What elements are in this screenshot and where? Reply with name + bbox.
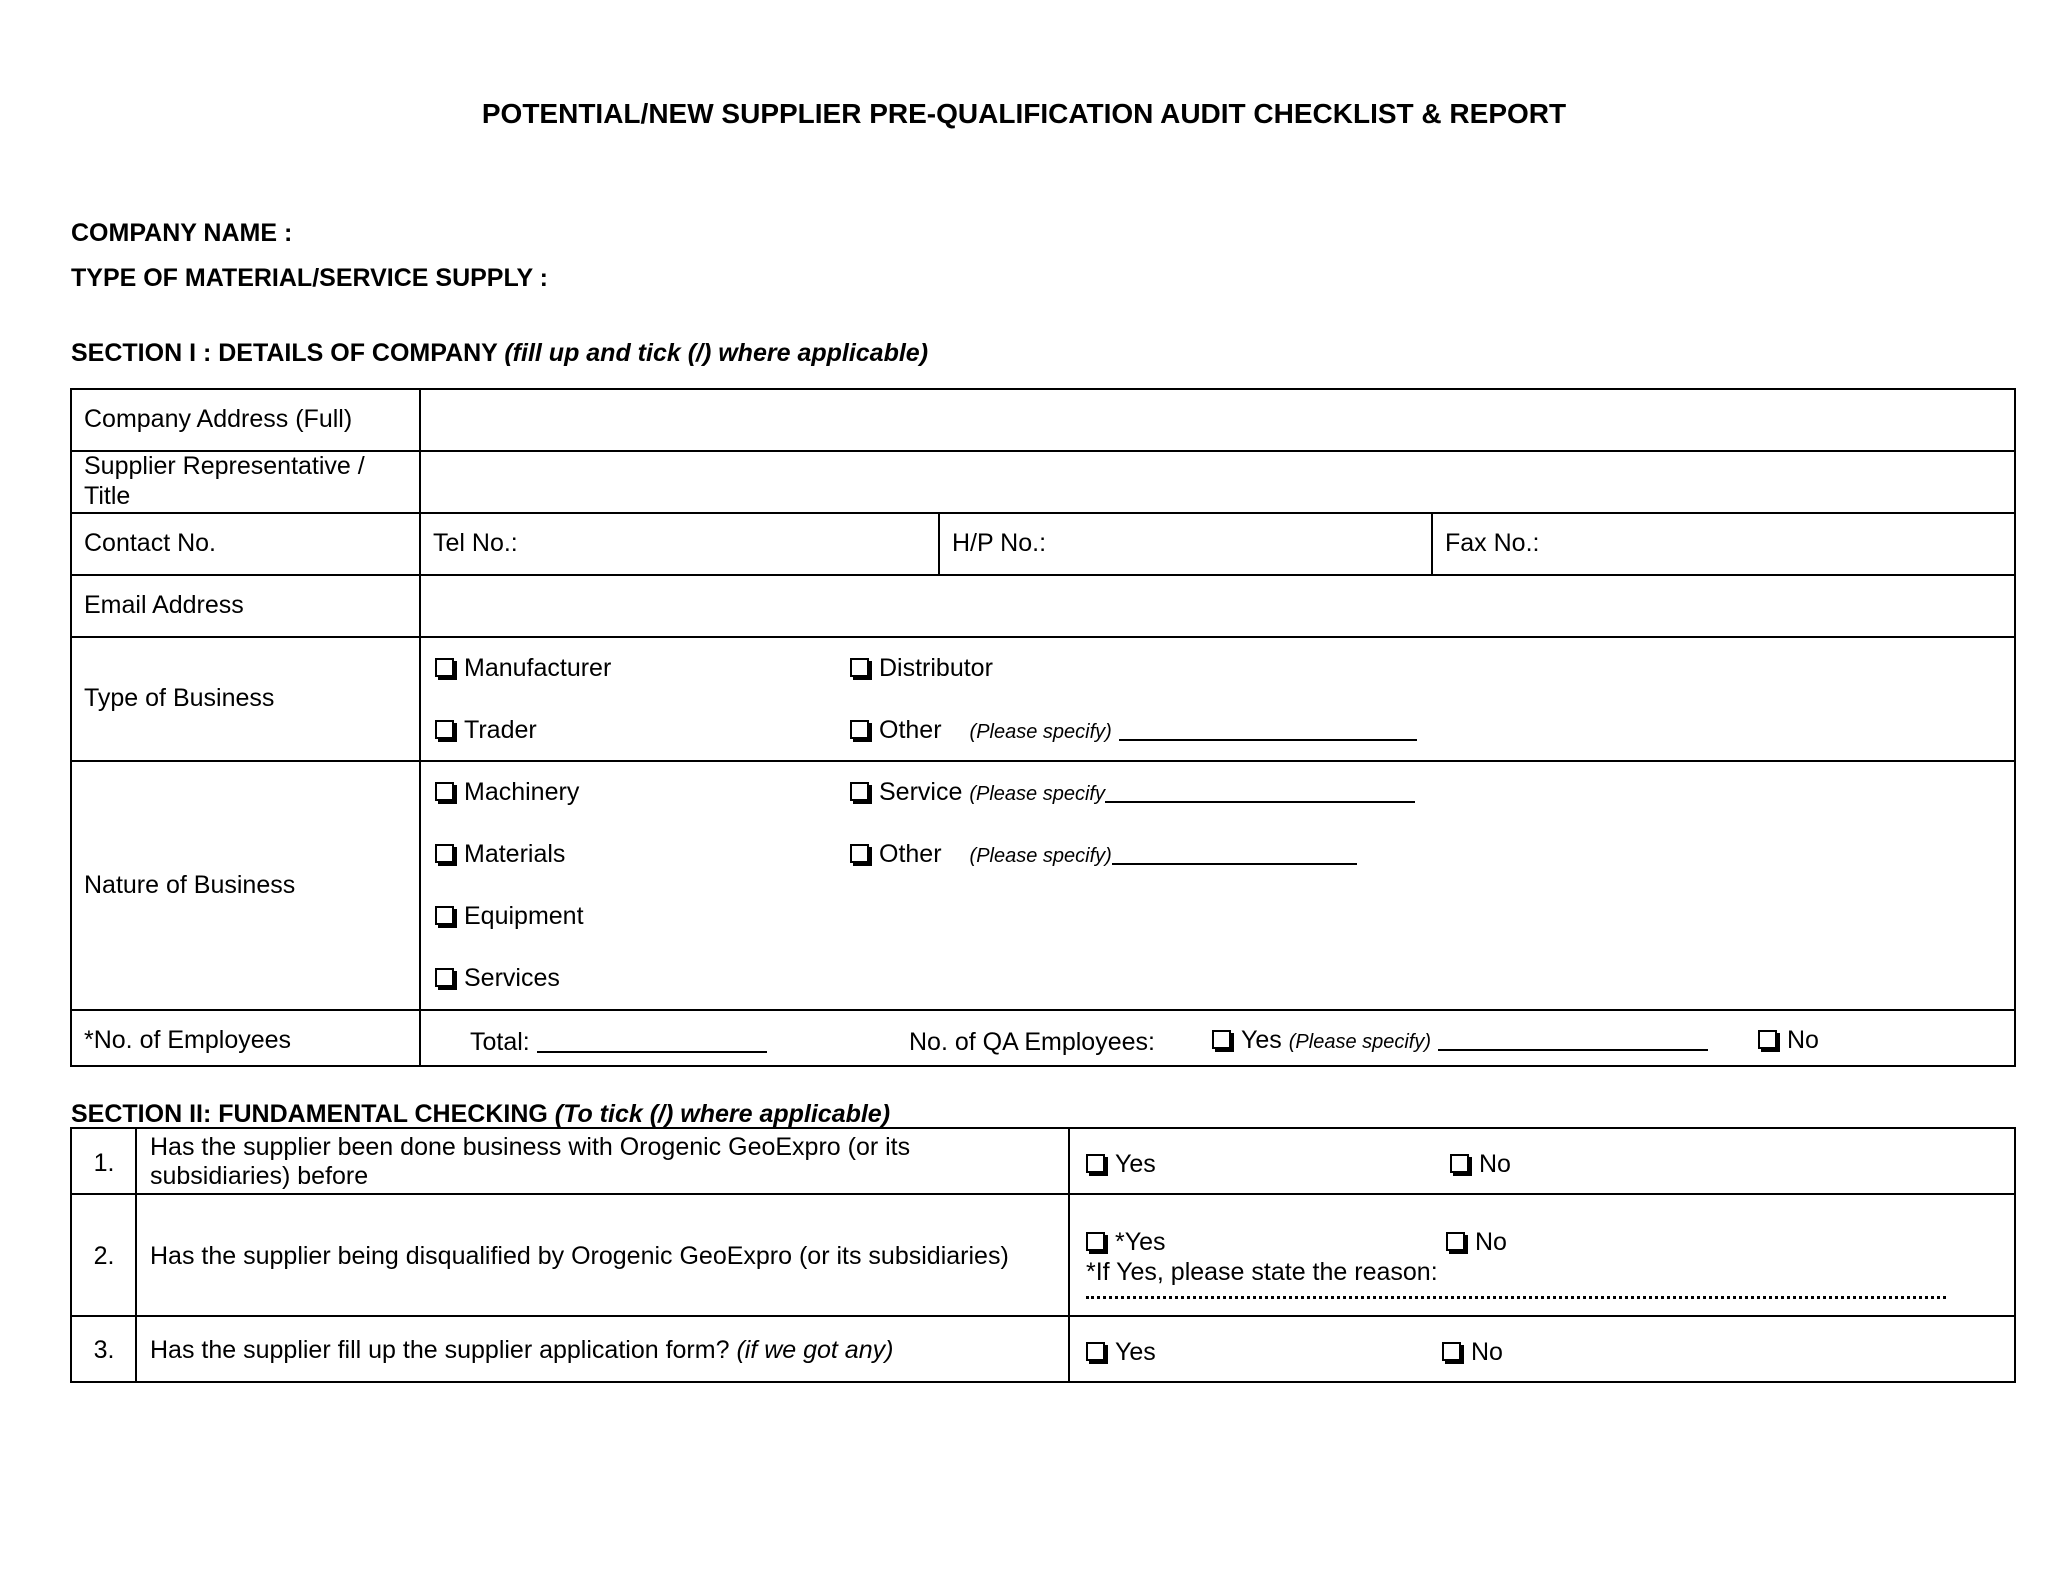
checkbox-icon[interactable]: [1758, 1030, 1777, 1049]
checkbox-icon[interactable]: [850, 658, 869, 677]
q1-text-line2: subsidiaries) before: [150, 1162, 369, 1190]
option-service[interactable]: Service (Please specify: [850, 778, 1415, 807]
specify-blank[interactable]: [1105, 801, 1415, 803]
q2-reason-label: *If Yes, please state the reason:: [1086, 1258, 1438, 1286]
qa-no-option[interactable]: No: [1758, 1026, 1819, 1055]
option-other-type[interactable]: Other (Please specify): [850, 716, 1417, 745]
label-contact: Contact No.: [84, 529, 217, 557]
specify-blank[interactable]: [1438, 1049, 1708, 1051]
q2-number: 2.: [93, 1242, 115, 1270]
section1-title: SECTION I : DETAILS OF COMPANY: [71, 339, 498, 367]
specify-blank[interactable]: [1119, 739, 1417, 741]
checkbox-icon[interactable]: [850, 720, 869, 739]
checkbox-icon[interactable]: [850, 782, 869, 801]
option-other-nature[interactable]: Other (Please specify): [850, 840, 1357, 869]
q1-yes-option[interactable]: Yes: [1086, 1150, 1156, 1179]
company-name-label: COMPANY NAME :: [71, 219, 293, 247]
q2-no-option[interactable]: No: [1446, 1228, 1507, 1257]
q1-no-option[interactable]: No: [1450, 1150, 1511, 1179]
label-company-address: Company Address (Full): [84, 405, 353, 433]
q3-text: Has the supplier fill up the supplier application form? (if we got any): [150, 1336, 894, 1364]
label-employees: *No. of Employees: [84, 1026, 292, 1054]
section1-note: (fill up and tick (/) where applicable): [504, 339, 929, 367]
q1-number: 1.: [93, 1149, 115, 1177]
option-services[interactable]: Services: [435, 964, 560, 993]
label-supplier-rep-title: Title: [84, 482, 131, 510]
section2-title: SECTION II: FUNDAMENTAL CHECKING: [71, 1100, 548, 1128]
qa-employees-label: No. of QA Employees:: [909, 1028, 1155, 1056]
section2-heading: [71, 1100, 890, 1129]
q2-reason-line[interactable]: [1086, 1296, 1946, 1299]
checkbox-icon[interactable]: [435, 906, 454, 925]
qa-yes-option[interactable]: Yes (Please specify): [1212, 1026, 1708, 1055]
checkbox-icon[interactable]: [435, 782, 454, 801]
specify-blank[interactable]: [1112, 863, 1357, 865]
q3-yes-option[interactable]: Yes: [1086, 1338, 1156, 1367]
option-materials[interactable]: Materials: [435, 840, 565, 869]
checkbox-icon[interactable]: [1446, 1232, 1465, 1251]
option-machinery[interactable]: Machinery: [435, 778, 579, 807]
q1-text-line1: Has the supplier been done business with Orogenic GeoExpro (or its: [150, 1133, 911, 1161]
option-equipment[interactable]: Equipment: [435, 902, 584, 931]
q3-no-option[interactable]: No: [1442, 1338, 1503, 1367]
q2-yes-option[interactable]: *Yes: [1086, 1228, 1166, 1257]
option-trader[interactable]: Trader: [435, 716, 537, 745]
checkbox-icon[interactable]: [1450, 1154, 1469, 1173]
checkbox-icon[interactable]: [1086, 1232, 1105, 1251]
option-manufacturer[interactable]: Manufacturer: [435, 654, 611, 683]
form-title: POTENTIAL/NEW SUPPLIER PRE-QUALIFICATION AUDIT CHECKLIST & REPORT: [481, 98, 1567, 129]
checkbox-icon[interactable]: [1086, 1342, 1105, 1361]
label-tel: Tel No.:: [433, 529, 518, 557]
checkbox-icon[interactable]: [435, 844, 454, 863]
checkbox-icon[interactable]: [1442, 1342, 1461, 1361]
checkbox-icon[interactable]: [435, 658, 454, 677]
label-email: Email Address: [84, 591, 244, 619]
q2-text: Has the supplier being disqualified by Orogenic GeoExpro (or its subsidiaries): [150, 1242, 1009, 1270]
label-supplier-rep: Supplier Representative /: [84, 452, 365, 480]
checkbox-icon[interactable]: [435, 720, 454, 739]
checkbox-icon[interactable]: [850, 844, 869, 863]
label-type-business: Type of Business: [84, 684, 275, 712]
label-fax: Fax No.:: [1445, 529, 1540, 557]
section2-note: (To tick (/) where applicable): [554, 1100, 891, 1128]
label-hp: H/P No.:: [952, 529, 1047, 557]
checkbox-icon[interactable]: [435, 968, 454, 987]
label-nature-business: Nature of Business: [84, 871, 296, 899]
q3-number: 3.: [93, 1336, 115, 1364]
checkbox-icon[interactable]: [1212, 1030, 1231, 1049]
employees-total: Total:: [470, 1028, 767, 1057]
option-distributor[interactable]: Distributor: [850, 654, 993, 683]
material-label: TYPE OF MATERIAL/SERVICE SUPPLY :: [71, 264, 548, 292]
total-blank[interactable]: [537, 1051, 767, 1053]
checkbox-icon[interactable]: [1086, 1154, 1105, 1173]
